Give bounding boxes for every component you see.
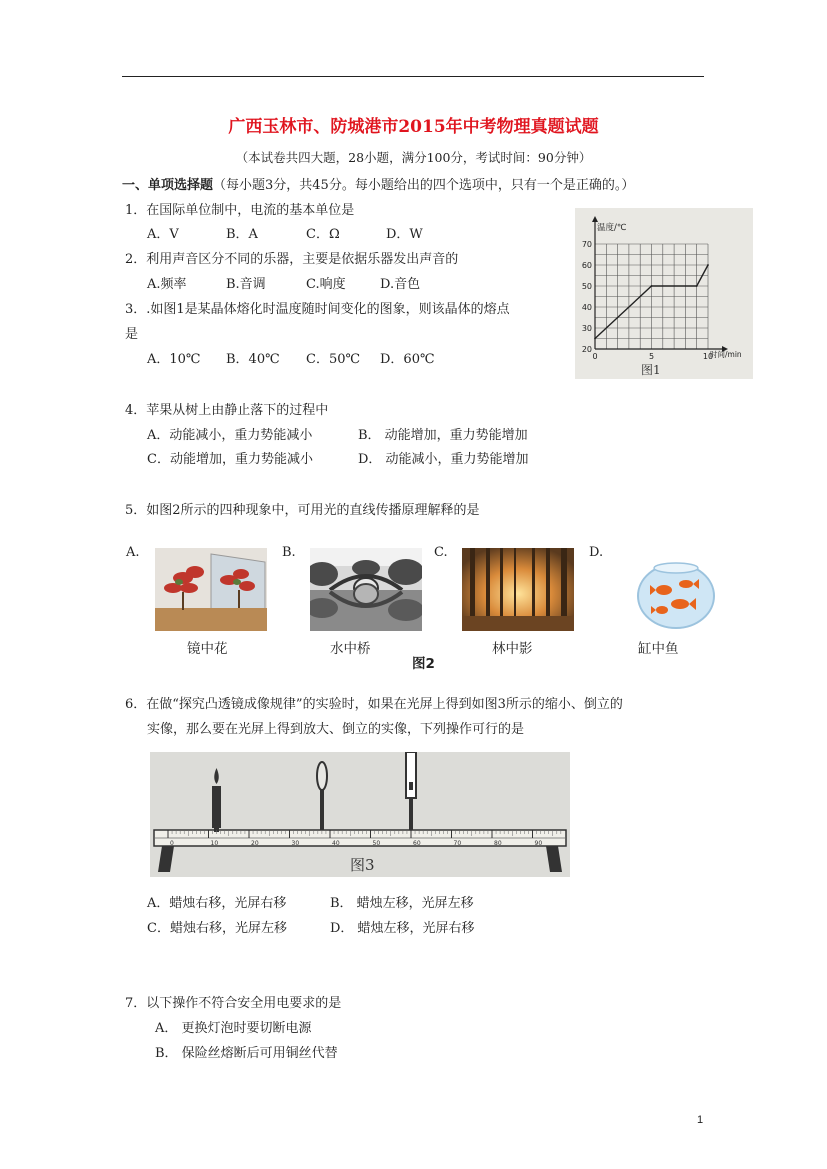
q5-label-a: A. — [126, 545, 140, 560]
q2-option-d: D.音色 — [380, 277, 421, 292]
q7-option-a: A． 更换灯泡时要切断电源 — [155, 1021, 312, 1036]
photo-mirror-flower — [155, 548, 267, 631]
chart-x-tick-label: 0 — [592, 352, 598, 361]
caption-mirror-flower: 镜中花 — [187, 641, 228, 657]
chart-data-point — [594, 338, 596, 340]
q3-option-b: B．40℃ — [226, 352, 280, 367]
figure-3-label: 图3 — [350, 856, 375, 874]
caption-forest-shadow: 林中影 — [492, 641, 533, 657]
q3-option-a: A．10℃ — [147, 352, 201, 367]
bench-tick-label: 90 — [534, 840, 543, 847]
caption-water-bridge: 水中桥 — [330, 641, 371, 657]
chart-x-tick-label: 5 — [648, 352, 655, 361]
q5-label-c: C. — [434, 545, 448, 560]
q4-option-a: A．动能减小，重力势能减小 — [147, 428, 313, 443]
chart-y-tick-label: 20 — [581, 345, 592, 354]
photo-water-bridge — [310, 548, 422, 631]
photo-forest-shadow — [462, 548, 574, 631]
bench-tick-label: 70 — [453, 840, 462, 847]
q4-stem: 4．苹果从树上由静止落下的过程中 — [125, 403, 329, 418]
q6-stem: 6．在做“探究凸透镜成像规律”的实验时，如果在光屏上得到如图3所示的缩小、倒立的 — [125, 697, 623, 712]
bench-tick-label: 30 — [291, 840, 300, 847]
photo-fish-bowl — [618, 548, 734, 631]
q1-option-c: C．Ω — [306, 227, 340, 242]
figure-2-label: 图2 — [412, 656, 435, 672]
bench-tick-label: 0 — [170, 840, 174, 847]
chart-y-arrow — [592, 216, 598, 222]
bench-tick-label: 10 — [210, 840, 219, 847]
q6-option-c: C．蜡烛右移，光屏左移 — [147, 921, 287, 936]
q7-option-b: B． 保险丝熔断后可用铜丝代替 — [155, 1046, 338, 1061]
chart-title: 图1 — [641, 363, 661, 377]
page-subtitle: （本试卷共四大题，28小题，满分100分，考试时间：90分钟） — [235, 150, 592, 165]
chart-y-tick-label: 70 — [581, 240, 592, 249]
section-title: 一、单项选择题 — [122, 178, 214, 193]
section-note: （每小题3分，共45分。每小题给出的四个选项中，只有一个是正确的。） — [213, 178, 635, 193]
q5-label-b: B. — [282, 545, 296, 560]
q6-option-a: A．蜡烛右移，光屏右移 — [147, 896, 287, 911]
header-rule — [122, 76, 704, 77]
chart-y-tick-label: 40 — [581, 303, 592, 312]
q7-stem: 7．以下操作不符合安全用电要求的是 — [125, 996, 342, 1011]
bench-tick-label: 50 — [372, 840, 381, 847]
q5-stem: 5．如图2所示的四种现象中，可用光的直线传播原理解释的是 — [125, 503, 480, 518]
q1-option-b: B．A — [226, 227, 258, 242]
q3-option-d: D．60℃ — [380, 352, 435, 367]
figure-3-optical-bench — [150, 752, 570, 877]
q2-stem: 2．利用声音区分不同的乐器，主要是依据乐器发出声音的 — [125, 252, 459, 267]
q1-option-d: D．W — [386, 227, 423, 242]
chart-data-point — [696, 285, 698, 287]
chart-y-tick-label: 60 — [581, 261, 592, 270]
figure-1-svg — [575, 208, 753, 379]
q3-stem-cont: 是 — [125, 327, 139, 342]
q1-stem: 1．在国际单位制中，电流的基本单位是 — [125, 203, 355, 218]
chart-y-axis-label: 温度/℃ — [597, 223, 627, 233]
q4-option-c: C．动能增加，重力势能减小 — [147, 452, 313, 467]
q2-option-b: B.音调 — [226, 277, 266, 292]
q6-stem-cont: 实像，那么要在光屏上得到放大、倒立的实像，下列操作可行的是 — [147, 722, 525, 737]
q2-option-c: C.响度 — [306, 277, 346, 292]
q3-stem: 3．.如图1是某晶体熔化时温度随时间变化的图象，则该晶体的熔点 — [125, 302, 510, 317]
q6-option-d: D． 蜡烛左移，光屏右移 — [330, 921, 475, 936]
bench-tick-label: 20 — [251, 840, 259, 847]
chart-x-axis-label: 时间/min — [710, 350, 742, 359]
bench-tick-label: 60 — [413, 840, 421, 847]
q1-option-a: A．V — [147, 227, 179, 242]
chart-y-tick-label: 30 — [581, 324, 592, 333]
page-number: 1 — [697, 1114, 704, 1126]
figure-3-svg — [150, 752, 570, 877]
caption-fish-bowl: 缸中鱼 — [638, 641, 679, 657]
chart-data-point — [707, 264, 709, 266]
bench-tick-label: 40 — [332, 840, 340, 847]
q6-option-b: B． 蜡烛左移，光屏左移 — [330, 896, 474, 911]
section-heading — [122, 174, 634, 193]
chart-y-tick-label: 50 — [581, 282, 592, 291]
q5-label-d: D. — [589, 545, 604, 560]
q4-option-b: B． 动能增加，重力势能增加 — [358, 428, 528, 443]
figure-1-chart — [575, 208, 753, 379]
chart-data-point — [651, 285, 653, 287]
bench-tick-label: 80 — [494, 840, 502, 847]
page-title: 广西玉林市、防城港市2015年中考物理真题试题 — [228, 117, 599, 137]
q4-option-d: D． 动能减小，重力势能增加 — [358, 452, 529, 467]
q3-option-c: C．50℃ — [306, 352, 361, 367]
q2-option-a: A.频率 — [147, 277, 187, 292]
chart-x-tick-label: 10 — [702, 352, 714, 361]
